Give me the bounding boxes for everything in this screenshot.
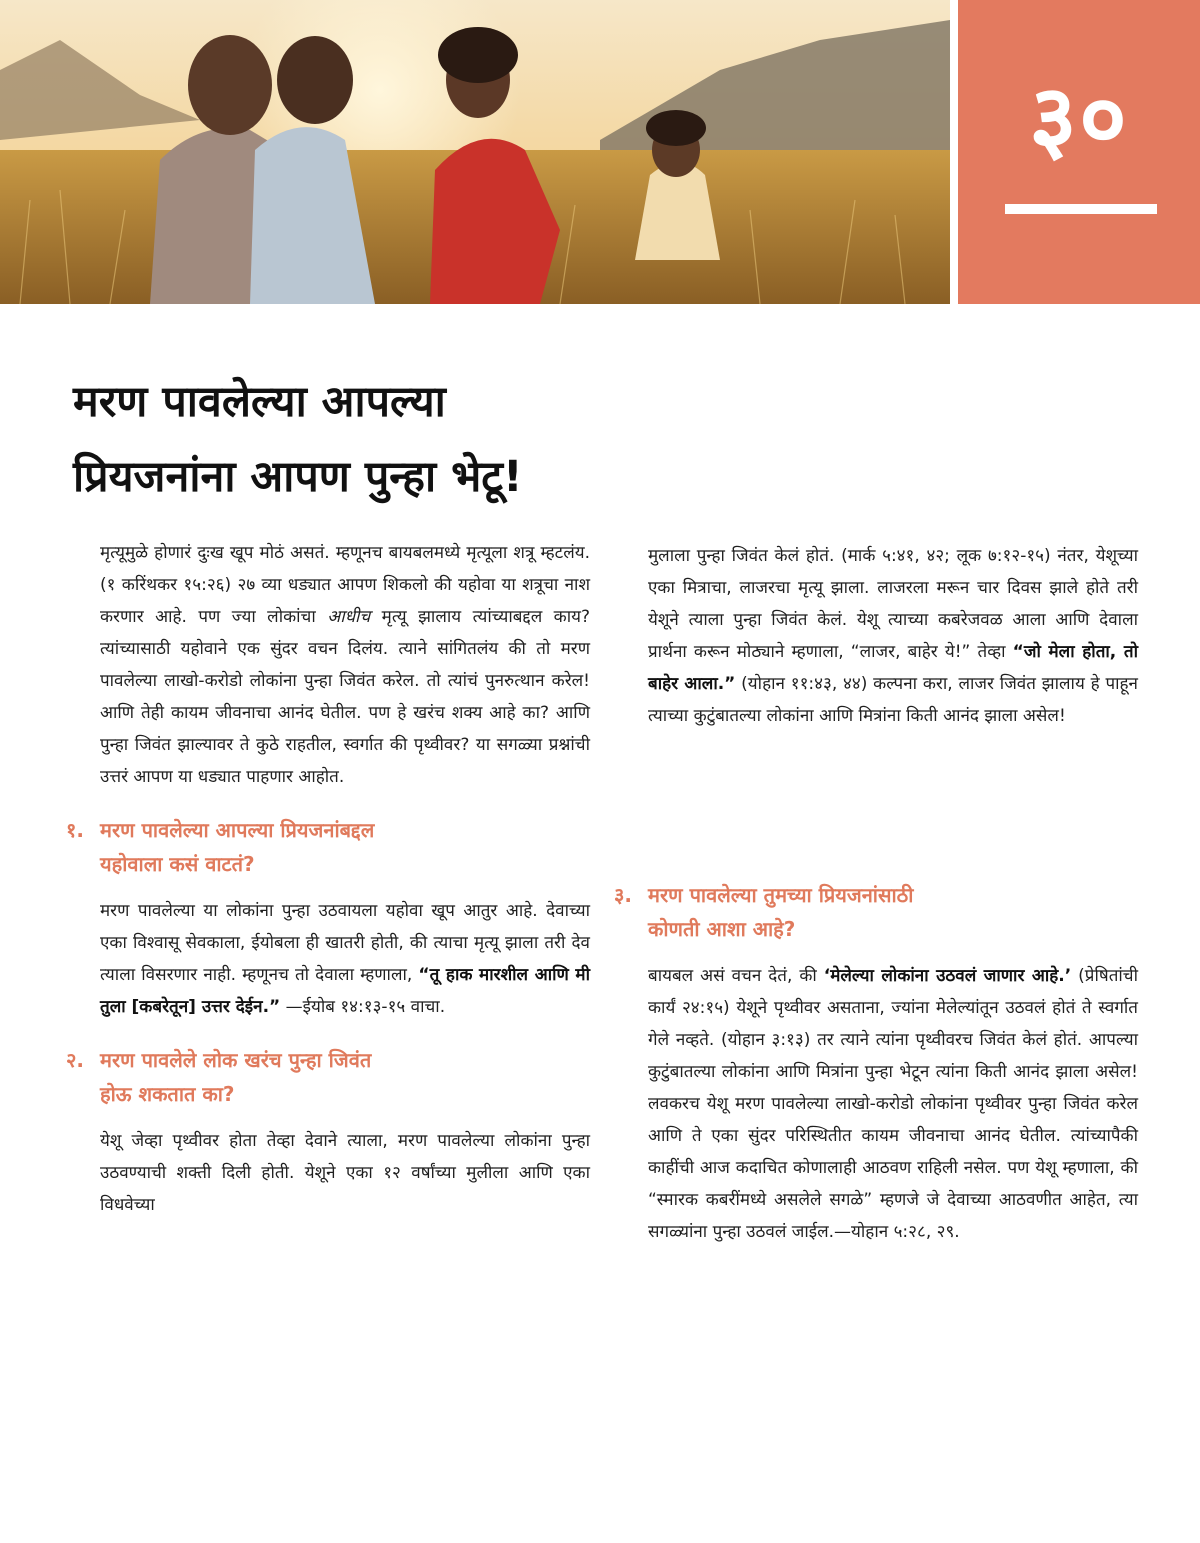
section-3-number: ३. — [614, 883, 632, 907]
section-2-paragraph-continued: मुलाला पुन्हा जिवंत केलं होतं. (मार्क ५:४१, ४२; लूक ७:१२-१५) नंतर, येशूच्या एका मित्राचा, लाजरचा मृत्यू झाला. लाजरला मरून चार दिवस झाले होते तरी येशूने त्याला पुन्हा जिवंत केलं. येशू त्याच्या कबरेजवळ आला आणि देवाला प्रार्थना करून मोठ्याने म्हणाला, “लाजर, बाहेर ये!” तेव्हा “जो मेला होता, तो बाहेर आला.” (योहान ११:४३, ४४) कल्पना करा, लाजर जिवंत झालाय हे पाहून त्याच्या कुटुंबातल्या लोकांना आणि मित्रांना किती आनंद झाला असेल! — [648, 546, 1138, 726]
lesson-number: ३० — [1029, 65, 1129, 172]
section-2-paragraph-start: येशू जेव्हा पृथ्वीवर होता तेव्हा देवाने त्याला, मरण पावलेल्या लोकांना पुन्हा उठवण्याची शक्ती दिली होती. येशूने एका १२ वर्षांच्या मुलीला आणि एका विधवेच्या — [100, 1131, 590, 1215]
section-3-paragraph: बायबल असं वचन देतं, की ‘मेलेल्या लोकांना उठवलं जाणार आहे.’ (प्रेषितांची कार्यं २४:१५) येशूने पृथ्वीवर असताना, ज्यांना मेलेल्यांतून उठवलं होतं ते स्वर्गात गेले नव्हते. (योहान ३:१३) तर त्याने त्यांना पृथ्वीवरच जिवंत केलं होतं. आपल्या कुटुंबातल्या लोकांना आणि मित्रांना पुन्हा भेटून त्यांना किती आनंद झाला असेल! लवकरच येशू मरण पावलेल्या लाखो-करोडो लोकांना पृथ्वीवर पुन्हा जिवंत करेल आणि ते एका सुंदर परिस्थितीत कायम जीवनाचा आनंद घेतील. त्यांच्यापैकी काहींची आज कदाचित कोणालाही आठवण राहिली नसेल. पण येशू म्हणाला, की “स्मारक कबरींमध्ये असलेले सगळे” म्हणजे जे देवाच्या आठवणीत आहेत, त्या सगळ्यांना पुन्हा उठवलं जाईल.—योहान ५:२८, २९. — [648, 966, 1139, 1242]
section-2-heading: २. मरण पावलेले लोक खरंच पुन्हा जिवंत होऊ शकतात का? — [100, 1043, 590, 1111]
right-column — [648, 540, 1138, 750]
section-1-paragraph: मरण पावलेल्या या लोकांना पुन्हा उठवायला यहोवा खूप आतुर आहे. देवाच्या एका विश्वासू सेवकाला, ईयोबला ही खातरी होती, की त्याचा मृत्यू झाला तरी देव त्याला विसरणार नाही. म्हणूनच तो देवाला म्हणाला, “तू हाक मारशील आणि मी तुला [कबरेतून] उत्तर देईन.” —ईयोब १४:१३-१५ वाचा. — [100, 901, 590, 1017]
lesson-number-box — [958, 0, 1200, 304]
section-1-number: १. — [66, 818, 84, 842]
right-column-section-3 — [614, 878, 1139, 1266]
left-column — [66, 537, 590, 1239]
page-title — [73, 365, 523, 515]
section-1-heading: १. मरण पावलेल्या आपल्या प्रियजनांबद्दल यहोवाला कसं वाटतं? — [100, 813, 590, 881]
title-line-2: प्रियजनांना आपण पुन्हा भेटू! — [73, 452, 523, 502]
title-line-1: मरण पावलेल्या आपल्या — [73, 377, 446, 427]
hero-photo — [0, 0, 950, 304]
intro-paragraph: मृत्यूमुळे होणारं दुःख खूप मोठं असतं. म्हणूनच बायबलमध्ये मृत्यूला शत्रू म्हटलंय. (१ करिंथकर १५:२६) २७ व्या धड्यात आपण शिकलो की यहोवा या शत्रूचा नाश करणार आहे. पण ज्या लोकांचा आधीच मृत्यू झालाय त्यांच्याबद्दल काय? त्यांच्यासाठी यहोवाने एक सुंदर वचन दिलंय. त्याने सांगितलंय की तो मरण पावलेल्या लाखो-करोडो लोकांना पुन्हा जिवंत करेल. तो त्यांचं पुनरुत्थान करेल! आणि तेही कायम जीवनाचा आनंद घेतील. पण हे खरंच शक्य आहे का? आणि पुन्हा जिवंत झाल्यावर ते कुठे राहतील, स्वर्गात की पृथ्वीवर? या सगळ्या प्रश्नांची उत्तरं आपण या धड्यात पाहणार आहोत. — [100, 543, 590, 787]
section-3-heading: ३. मरण पावलेल्या तुमच्या प्रियजनांसाठी कोणती आशा आहे? — [648, 878, 1138, 946]
lesson-number-underline — [1005, 204, 1157, 214]
section-2-number: २. — [66, 1048, 84, 1072]
